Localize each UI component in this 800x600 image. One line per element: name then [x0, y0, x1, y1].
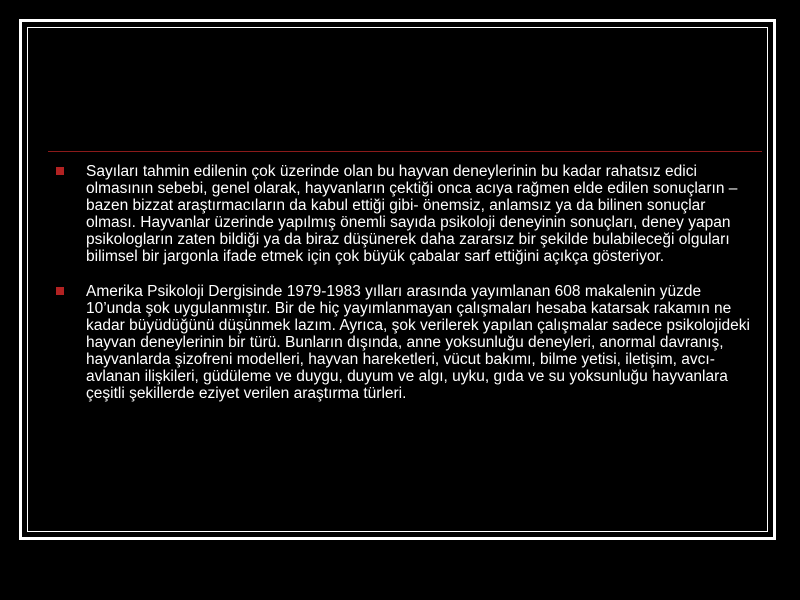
bullet-item [56, 163, 756, 265]
slide-body [56, 163, 756, 420]
square-bullet-icon [56, 167, 64, 175]
bullet-item [56, 283, 756, 402]
title-divider-rule [48, 151, 762, 152]
bullet-text: Amerika Psikoloji Dergisinde 1979-1983 yılları arasında yayımlanan 608 makalenin yüzde 10’unda şok uygulanmıştır. Bir de hiç yayımlanmayan çalışmaları hesaba katarsak rakamın ne kadar büyüdüğünü düşünmek lazım. Ayrıca, şok verilerek yapılan çalışmalar sadece psikolojideki hayvan deneylerinin bir türü. Bunların dışında, anne yoksunluğu deneyleri, anormal davranış, hayvanlarda şizofreni modelleri, hayvan hareketleri, vücut bakımı, bilme yetisi, iletişim, avcı-avlanan ilişkileri, güdüleme ve duygu, duyum ve algı, uyku, gıda ve su yoksunluğu hayvanlara çeşitli şekillerde eziyet verilen araştırma türleri. [86, 283, 750, 402]
square-bullet-icon [56, 287, 64, 295]
bullet-text: Sayıları tahmin edilenin çok üzerinde olan bu hayvan deneylerinin bu kadar rahatsız edici olmasının sebebi, genel olarak, hayvanların çektiği onca acıya rağmen elde edilen sonuçların –bazen bizzat araştırmacıların da kabul ettiği gibi- önemsiz, anlamsız ya da bilinen sonuçlar olması. Hayvanlar üzerinde yapılmış önemli sayıda psikoloji deneyinin sonuçları, deney yapan psikologların zaten bildiği ya da biraz düşünerek daha zararsız bir şekilde bulabileceği olguları bilimsel bir jargonla ifade etmek için çok büyük çabalar sarf ettiğini açıkça gösteriyor. [86, 163, 738, 265]
